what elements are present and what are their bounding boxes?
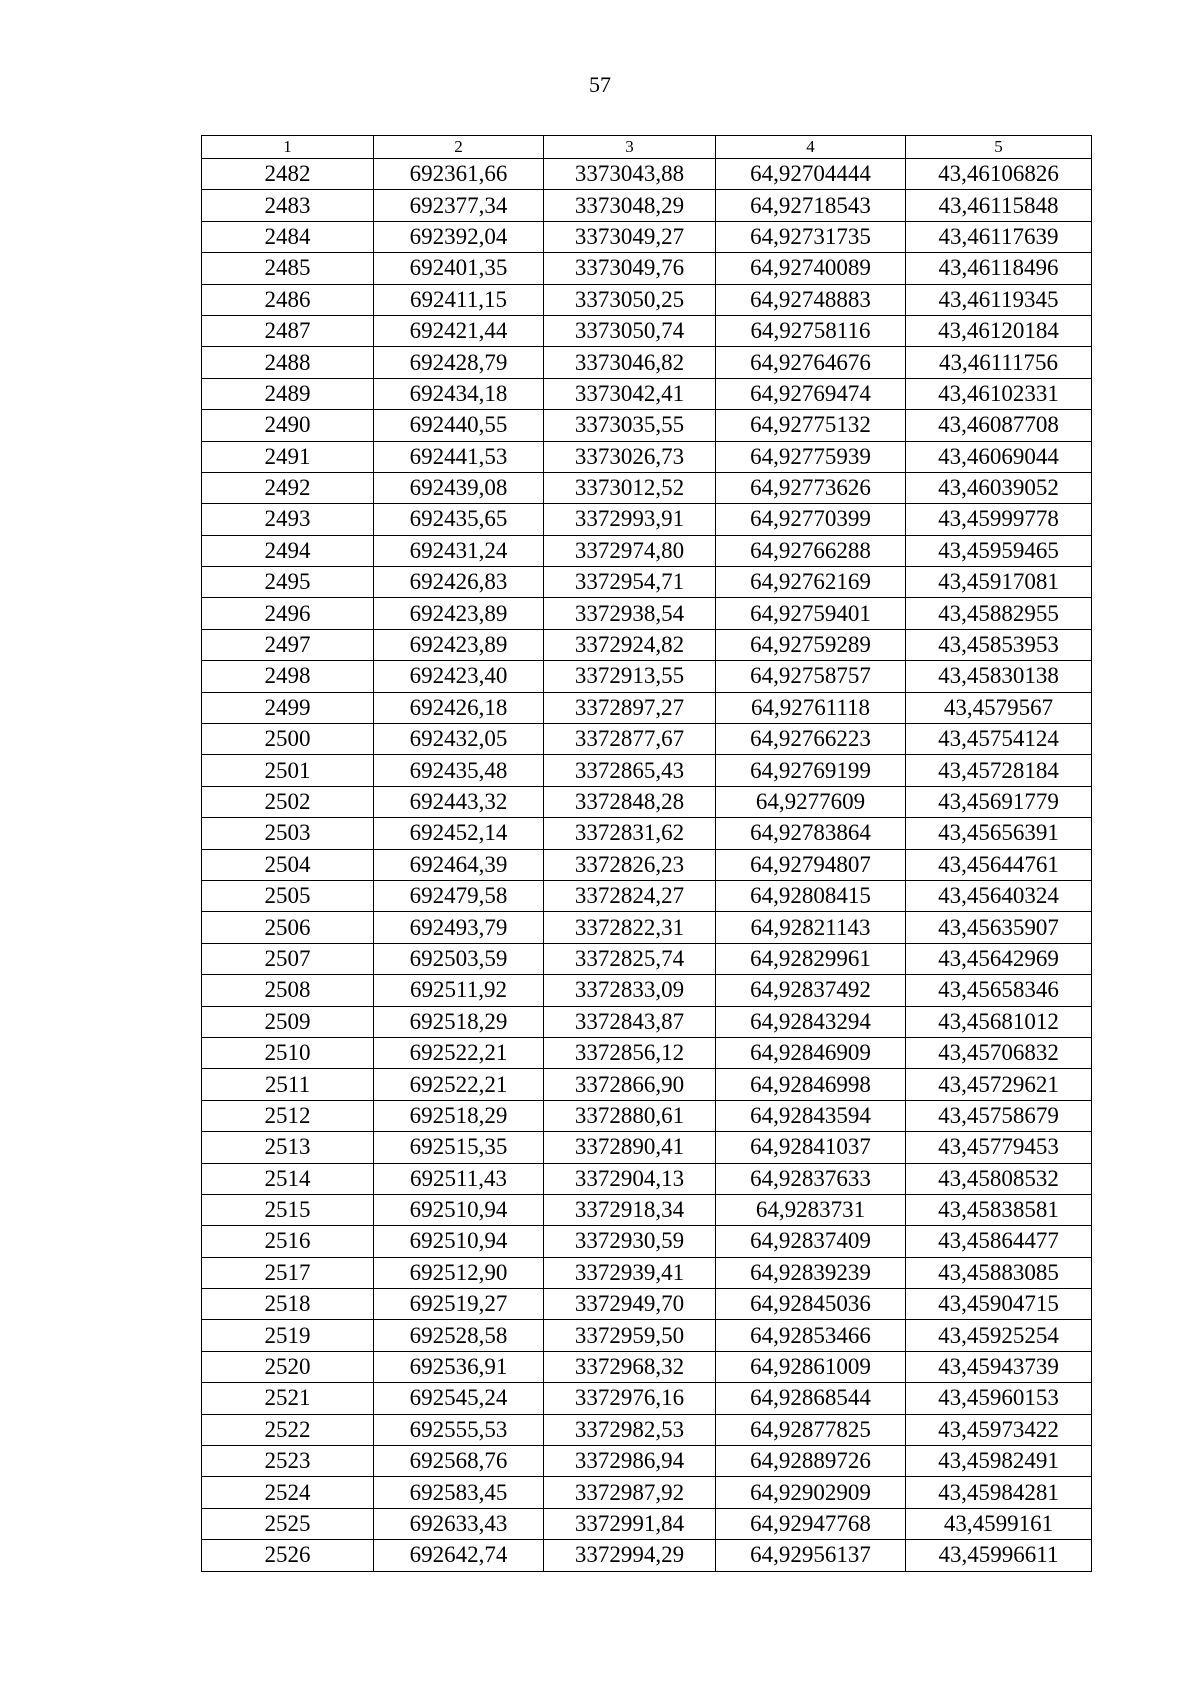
x-coordinate-cell: 692555,53 (374, 1414, 544, 1445)
longitude-cell: 43,45904715 (906, 1289, 1092, 1320)
y-coordinate-cell: 3373049,27 (544, 221, 716, 252)
column-header: 5 (906, 136, 1092, 159)
point-number-cell: 2493 (202, 504, 374, 535)
longitude-cell: 43,45758679 (906, 1100, 1092, 1131)
x-coordinate-cell: 692515,35 (374, 1132, 544, 1163)
x-coordinate-cell: 692518,29 (374, 1006, 544, 1037)
y-coordinate-cell: 3372890,41 (544, 1132, 716, 1163)
x-coordinate-cell: 692464,39 (374, 849, 544, 880)
x-coordinate-cell: 692452,14 (374, 818, 544, 849)
longitude-cell: 43,45729621 (906, 1069, 1092, 1100)
latitude-cell: 64,9277609 (716, 786, 906, 817)
latitude-cell: 64,92794807 (716, 849, 906, 880)
longitude-cell: 43,46115848 (906, 190, 1092, 221)
x-coordinate-cell: 692510,94 (374, 1226, 544, 1257)
table-row (202, 347, 1092, 378)
latitude-cell: 64,92868544 (716, 1383, 906, 1414)
point-number-cell: 2496 (202, 598, 374, 629)
y-coordinate-cell: 3372974,80 (544, 535, 716, 566)
longitude-cell: 43,46102331 (906, 378, 1092, 409)
x-coordinate-cell: 692583,45 (374, 1477, 544, 1508)
x-coordinate-cell: 692511,92 (374, 975, 544, 1006)
y-coordinate-cell: 3372924,82 (544, 629, 716, 660)
y-coordinate-cell: 3372994,29 (544, 1540, 716, 1571)
y-coordinate-cell: 3372904,13 (544, 1163, 716, 1194)
x-coordinate-cell: 692411,15 (374, 284, 544, 315)
longitude-cell: 43,45984281 (906, 1477, 1092, 1508)
point-number-cell: 2519 (202, 1320, 374, 1351)
latitude-cell: 64,92843294 (716, 1006, 906, 1037)
latitude-cell: 64,92770399 (716, 504, 906, 535)
longitude-cell: 43,45925254 (906, 1320, 1092, 1351)
x-coordinate-cell: 692421,44 (374, 315, 544, 346)
x-coordinate-cell: 692377,34 (374, 190, 544, 221)
x-coordinate-cell: 692428,79 (374, 347, 544, 378)
longitude-cell: 43,45691779 (906, 786, 1092, 817)
page-number: 57 (589, 72, 611, 97)
point-number-cell: 2487 (202, 315, 374, 346)
column-header: 2 (374, 136, 544, 159)
y-coordinate-cell: 3372993,91 (544, 504, 716, 535)
table-row (202, 221, 1092, 252)
y-coordinate-cell: 3372865,43 (544, 755, 716, 786)
y-coordinate-cell: 3372866,90 (544, 1069, 716, 1100)
y-coordinate-cell: 3373049,76 (544, 253, 716, 284)
longitude-cell: 43,45882955 (906, 598, 1092, 629)
table-row (202, 912, 1092, 943)
point-number-cell: 2502 (202, 786, 374, 817)
longitude-cell: 43,45808532 (906, 1163, 1092, 1194)
column-header: 3 (544, 136, 716, 159)
longitude-cell: 43,45864477 (906, 1226, 1092, 1257)
point-number-cell: 2489 (202, 378, 374, 409)
y-coordinate-cell: 3372913,55 (544, 661, 716, 692)
table-row (202, 1383, 1092, 1414)
y-coordinate-cell: 3372897,27 (544, 692, 716, 723)
point-number-cell: 2485 (202, 253, 374, 284)
point-number-cell: 2490 (202, 410, 374, 441)
point-number-cell: 2523 (202, 1446, 374, 1477)
latitude-cell: 64,92829961 (716, 943, 906, 974)
longitude-cell: 43,45943739 (906, 1351, 1092, 1382)
longitude-cell: 43,46120184 (906, 315, 1092, 346)
longitude-cell: 43,45853953 (906, 629, 1092, 660)
column-header: 1 (202, 136, 374, 159)
longitude-cell: 43,45728184 (906, 755, 1092, 786)
longitude-cell: 43,45706832 (906, 1037, 1092, 1068)
x-coordinate-cell: 692536,91 (374, 1351, 544, 1382)
x-coordinate-cell: 692568,76 (374, 1446, 544, 1477)
latitude-cell: 64,92759401 (716, 598, 906, 629)
longitude-cell: 43,45959465 (906, 535, 1092, 566)
latitude-cell: 64,92902909 (716, 1477, 906, 1508)
table-row (202, 1320, 1092, 1351)
latitude-cell: 64,9283731 (716, 1194, 906, 1225)
table-row (202, 880, 1092, 911)
longitude-cell: 43,45830138 (906, 661, 1092, 692)
latitude-cell: 64,92740089 (716, 253, 906, 284)
latitude-cell: 64,92839239 (716, 1257, 906, 1288)
latitude-cell: 64,92718543 (716, 190, 906, 221)
point-number-cell: 2514 (202, 1163, 374, 1194)
table-row (202, 1132, 1092, 1163)
latitude-cell: 64,92837492 (716, 975, 906, 1006)
y-coordinate-cell: 3372949,70 (544, 1289, 716, 1320)
coordinates-table (201, 135, 1092, 1572)
y-coordinate-cell: 3372833,09 (544, 975, 716, 1006)
table-row (202, 504, 1092, 535)
latitude-cell: 64,92841037 (716, 1132, 906, 1163)
latitude-cell: 64,92775939 (716, 441, 906, 472)
x-coordinate-cell: 692426,83 (374, 567, 544, 598)
x-coordinate-cell: 692479,58 (374, 880, 544, 911)
point-number-cell: 2520 (202, 1351, 374, 1382)
point-number-cell: 2505 (202, 880, 374, 911)
x-coordinate-cell: 692441,53 (374, 441, 544, 472)
point-number-cell: 2497 (202, 629, 374, 660)
longitude-cell: 43,46106826 (906, 159, 1092, 190)
longitude-cell: 43,45960153 (906, 1383, 1092, 1414)
table-row (202, 284, 1092, 315)
point-number-cell: 2483 (202, 190, 374, 221)
point-number-cell: 2508 (202, 975, 374, 1006)
table-row (202, 535, 1092, 566)
point-number-cell: 2506 (202, 912, 374, 943)
table-row (202, 1006, 1092, 1037)
longitude-cell: 43,45982491 (906, 1446, 1092, 1477)
table-row (202, 1289, 1092, 1320)
point-number-cell: 2511 (202, 1069, 374, 1100)
table-row (202, 378, 1092, 409)
y-coordinate-cell: 3372822,31 (544, 912, 716, 943)
table-row (202, 159, 1092, 190)
point-number-cell: 2512 (202, 1100, 374, 1131)
table-row (202, 410, 1092, 441)
table-row (202, 598, 1092, 629)
longitude-cell: 43,4579567 (906, 692, 1092, 723)
x-coordinate-cell: 692361,66 (374, 159, 544, 190)
x-coordinate-cell: 692426,18 (374, 692, 544, 723)
point-number-cell: 2526 (202, 1540, 374, 1571)
longitude-cell: 43,46119345 (906, 284, 1092, 315)
y-coordinate-cell: 3372848,28 (544, 786, 716, 817)
table-row (202, 1508, 1092, 1539)
x-coordinate-cell: 692519,27 (374, 1289, 544, 1320)
y-coordinate-cell: 3372856,12 (544, 1037, 716, 1068)
x-coordinate-cell: 692423,89 (374, 598, 544, 629)
y-coordinate-cell: 3373048,29 (544, 190, 716, 221)
y-coordinate-cell: 3372824,27 (544, 880, 716, 911)
x-coordinate-cell: 692435,48 (374, 755, 544, 786)
table-row (202, 943, 1092, 974)
point-number-cell: 2515 (202, 1194, 374, 1225)
latitude-cell: 64,92837409 (716, 1226, 906, 1257)
point-number-cell: 2494 (202, 535, 374, 566)
longitude-cell: 43,45996611 (906, 1540, 1092, 1571)
point-number-cell: 2518 (202, 1289, 374, 1320)
longitude-cell: 43,45640324 (906, 880, 1092, 911)
point-number-cell: 2509 (202, 1006, 374, 1037)
latitude-cell: 64,92846909 (716, 1037, 906, 1068)
longitude-cell: 43,45779453 (906, 1132, 1092, 1163)
latitude-cell: 64,92748883 (716, 284, 906, 315)
point-number-cell: 2495 (202, 567, 374, 598)
y-coordinate-cell: 3373012,52 (544, 472, 716, 503)
longitude-cell: 43,45883085 (906, 1257, 1092, 1288)
x-coordinate-cell: 692440,55 (374, 410, 544, 441)
table-row (202, 1351, 1092, 1382)
table-header-row (202, 136, 1092, 159)
y-coordinate-cell: 3373050,25 (544, 284, 716, 315)
table-row (202, 1163, 1092, 1194)
longitude-cell: 43,45917081 (906, 567, 1092, 598)
longitude-cell: 43,45973422 (906, 1414, 1092, 1445)
y-coordinate-cell: 3372987,92 (544, 1477, 716, 1508)
column-header: 4 (716, 136, 906, 159)
table-body (202, 159, 1092, 1572)
latitude-cell: 64,92853466 (716, 1320, 906, 1351)
longitude-cell: 43,45642969 (906, 943, 1092, 974)
y-coordinate-cell: 3373042,41 (544, 378, 716, 409)
y-coordinate-cell: 3372843,87 (544, 1006, 716, 1037)
x-coordinate-cell: 692392,04 (374, 221, 544, 252)
table-row (202, 849, 1092, 880)
x-coordinate-cell: 692401,35 (374, 253, 544, 284)
point-number-cell: 2492 (202, 472, 374, 503)
x-coordinate-cell: 692431,24 (374, 535, 544, 566)
x-coordinate-cell: 692493,79 (374, 912, 544, 943)
x-coordinate-cell: 692423,89 (374, 629, 544, 660)
latitude-cell: 64,92766288 (716, 535, 906, 566)
point-number-cell: 2486 (202, 284, 374, 315)
point-number-cell: 2503 (202, 818, 374, 849)
x-coordinate-cell: 692434,18 (374, 378, 544, 409)
point-number-cell: 2525 (202, 1508, 374, 1539)
point-number-cell: 2500 (202, 724, 374, 755)
x-coordinate-cell: 692642,74 (374, 1540, 544, 1571)
table-row (202, 472, 1092, 503)
point-number-cell: 2484 (202, 221, 374, 252)
point-number-cell: 2510 (202, 1037, 374, 1068)
latitude-cell: 64,92861009 (716, 1351, 906, 1382)
latitude-cell: 64,92762169 (716, 567, 906, 598)
latitude-cell: 64,92773626 (716, 472, 906, 503)
y-coordinate-cell: 3372918,34 (544, 1194, 716, 1225)
y-coordinate-cell: 3372968,32 (544, 1351, 716, 1382)
longitude-cell: 43,45644761 (906, 849, 1092, 880)
y-coordinate-cell: 3372825,74 (544, 943, 716, 974)
y-coordinate-cell: 3372986,94 (544, 1446, 716, 1477)
x-coordinate-cell: 692518,29 (374, 1100, 544, 1131)
point-number-cell: 2507 (202, 943, 374, 974)
x-coordinate-cell: 692432,05 (374, 724, 544, 755)
latitude-cell: 64,92837633 (716, 1163, 906, 1194)
latitude-cell: 64,92764676 (716, 347, 906, 378)
longitude-cell: 43,45658346 (906, 975, 1092, 1006)
x-coordinate-cell: 692512,90 (374, 1257, 544, 1288)
latitude-cell: 64,92758116 (716, 315, 906, 346)
table-row (202, 1194, 1092, 1225)
x-coordinate-cell: 692522,21 (374, 1037, 544, 1068)
y-coordinate-cell: 3372976,16 (544, 1383, 716, 1414)
latitude-cell: 64,92758757 (716, 661, 906, 692)
table-row (202, 1540, 1092, 1571)
latitude-cell: 64,92766223 (716, 724, 906, 755)
table-row (202, 1477, 1092, 1508)
longitude-cell: 43,45681012 (906, 1006, 1092, 1037)
longitude-cell: 43,45635907 (906, 912, 1092, 943)
latitude-cell: 64,92877825 (716, 1414, 906, 1445)
latitude-cell: 64,92759289 (716, 629, 906, 660)
table-row (202, 1100, 1092, 1131)
table-row (202, 1226, 1092, 1257)
x-coordinate-cell: 692545,24 (374, 1383, 544, 1414)
point-number-cell: 2524 (202, 1477, 374, 1508)
latitude-cell: 64,92947768 (716, 1508, 906, 1539)
table-row (202, 1446, 1092, 1477)
latitude-cell: 64,92731735 (716, 221, 906, 252)
table-row (202, 755, 1092, 786)
x-coordinate-cell: 692528,58 (374, 1320, 544, 1351)
table-row (202, 661, 1092, 692)
x-coordinate-cell: 692503,59 (374, 943, 544, 974)
point-number-cell: 2522 (202, 1414, 374, 1445)
y-coordinate-cell: 3372831,62 (544, 818, 716, 849)
point-number-cell: 2513 (202, 1132, 374, 1163)
point-number-cell: 2499 (202, 692, 374, 723)
table-row (202, 818, 1092, 849)
point-number-cell: 2501 (202, 755, 374, 786)
longitude-cell: 43,45754124 (906, 724, 1092, 755)
y-coordinate-cell: 3372959,50 (544, 1320, 716, 1351)
latitude-cell: 64,92769199 (716, 755, 906, 786)
latitude-cell: 64,92704444 (716, 159, 906, 190)
y-coordinate-cell: 3372991,84 (544, 1508, 716, 1539)
y-coordinate-cell: 3372982,53 (544, 1414, 716, 1445)
table-row (202, 1069, 1092, 1100)
table-row (202, 253, 1092, 284)
latitude-cell: 64,92783864 (716, 818, 906, 849)
y-coordinate-cell: 3372938,54 (544, 598, 716, 629)
point-number-cell: 2498 (202, 661, 374, 692)
y-coordinate-cell: 3372954,71 (544, 567, 716, 598)
point-number-cell: 2521 (202, 1383, 374, 1414)
latitude-cell: 64,92761118 (716, 692, 906, 723)
latitude-cell: 64,92846998 (716, 1069, 906, 1100)
longitude-cell: 43,46118496 (906, 253, 1092, 284)
y-coordinate-cell: 3373035,55 (544, 410, 716, 441)
table-row (202, 1037, 1092, 1068)
x-coordinate-cell: 692511,43 (374, 1163, 544, 1194)
table-row (202, 315, 1092, 346)
table-row (202, 1257, 1092, 1288)
y-coordinate-cell: 3372877,67 (544, 724, 716, 755)
point-number-cell: 2516 (202, 1226, 374, 1257)
latitude-cell: 64,92845036 (716, 1289, 906, 1320)
latitude-cell: 64,92769474 (716, 378, 906, 409)
longitude-cell: 43,46069044 (906, 441, 1092, 472)
latitude-cell: 64,92889726 (716, 1446, 906, 1477)
table-row (202, 975, 1092, 1006)
longitude-cell: 43,46039052 (906, 472, 1092, 503)
latitude-cell: 64,92843594 (716, 1100, 906, 1131)
latitude-cell: 64,92808415 (716, 880, 906, 911)
x-coordinate-cell: 692443,32 (374, 786, 544, 817)
longitude-cell: 43,46117639 (906, 221, 1092, 252)
x-coordinate-cell: 692435,65 (374, 504, 544, 535)
table-row (202, 441, 1092, 472)
point-number-cell: 2517 (202, 1257, 374, 1288)
y-coordinate-cell: 3372930,59 (544, 1226, 716, 1257)
y-coordinate-cell: 3372826,23 (544, 849, 716, 880)
longitude-cell: 43,45838581 (906, 1194, 1092, 1225)
x-coordinate-cell: 692423,40 (374, 661, 544, 692)
longitude-cell: 43,4599161 (906, 1508, 1092, 1539)
latitude-cell: 64,92956137 (716, 1540, 906, 1571)
table-row (202, 567, 1092, 598)
table-row (202, 629, 1092, 660)
point-number-cell: 2482 (202, 159, 374, 190)
x-coordinate-cell: 692439,08 (374, 472, 544, 503)
latitude-cell: 64,92775132 (716, 410, 906, 441)
table-row (202, 724, 1092, 755)
y-coordinate-cell: 3373050,74 (544, 315, 716, 346)
point-number-cell: 2491 (202, 441, 374, 472)
table-row (202, 786, 1092, 817)
y-coordinate-cell: 3372939,41 (544, 1257, 716, 1288)
longitude-cell: 43,46087708 (906, 410, 1092, 441)
longitude-cell: 43,46111756 (906, 347, 1092, 378)
x-coordinate-cell: 692510,94 (374, 1194, 544, 1225)
y-coordinate-cell: 3373046,82 (544, 347, 716, 378)
y-coordinate-cell: 3373026,73 (544, 441, 716, 472)
x-coordinate-cell: 692633,43 (374, 1508, 544, 1539)
table-row (202, 1414, 1092, 1445)
table-row (202, 190, 1092, 221)
latitude-cell: 64,92821143 (716, 912, 906, 943)
y-coordinate-cell: 3372880,61 (544, 1100, 716, 1131)
point-number-cell: 2504 (202, 849, 374, 880)
y-coordinate-cell: 3373043,88 (544, 159, 716, 190)
table-row (202, 692, 1092, 723)
x-coordinate-cell: 692522,21 (374, 1069, 544, 1100)
longitude-cell: 43,45999778 (906, 504, 1092, 535)
point-number-cell: 2488 (202, 347, 374, 378)
longitude-cell: 43,45656391 (906, 818, 1092, 849)
